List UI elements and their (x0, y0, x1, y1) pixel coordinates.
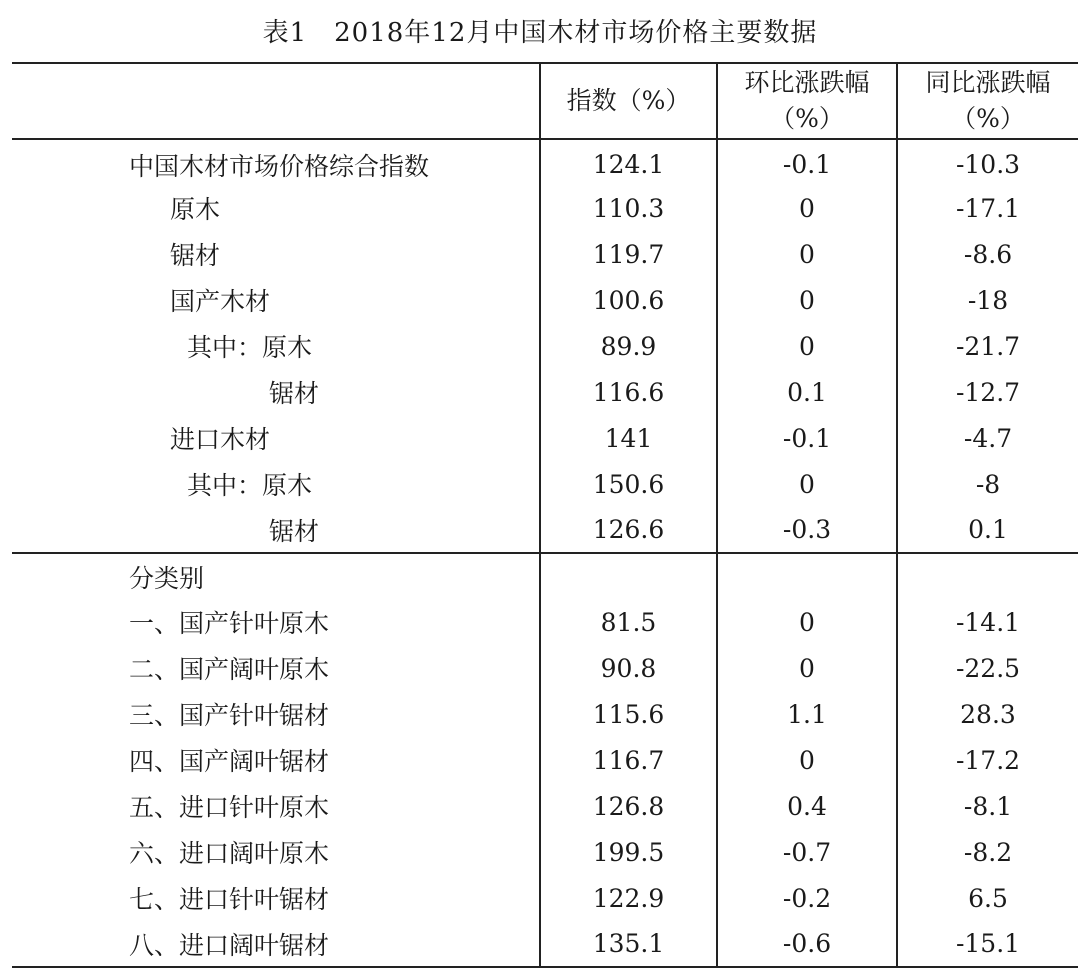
table-row (12, 185, 1078, 231)
table-header-row (12, 63, 1078, 139)
yoy-change-value: -10.3 (955, 150, 1021, 179)
mom-change-value: 0 (717, 737, 897, 783)
row-label: 其中：原木 (12, 323, 540, 369)
index-value: 199.5 (540, 829, 717, 875)
index-value: 150.6 (540, 461, 717, 507)
table-row (12, 231, 1078, 277)
mom-change-value: 1.1 (717, 691, 897, 737)
yoy-change-value: 28.3 (960, 699, 1016, 729)
mom-change-value: -0.2 (717, 875, 897, 921)
row-label: 六、进口阔叶原木 (12, 829, 540, 875)
table-row (12, 921, 1078, 967)
yoy-change-value: -8.1 (963, 791, 1013, 821)
table-body (12, 139, 1078, 967)
header-yoy-unit: （%） (951, 104, 1025, 133)
section-heading: 分类别 (12, 553, 540, 599)
yoy-change-value: -4.7 (963, 423, 1013, 453)
mom-change-value: -0.1 (717, 415, 897, 461)
yoy-change-value: 6.5 (968, 883, 1008, 913)
mom-change-value: -0.6 (717, 921, 897, 967)
index-value: 89.9 (540, 323, 717, 369)
index-value: 126.8 (540, 783, 717, 829)
mom-change-value: 0.1 (717, 369, 897, 415)
table-row (12, 415, 1078, 461)
index-value: 116.7 (540, 737, 717, 783)
table-row (12, 507, 1078, 553)
yoy-change-value: -17.2 (955, 745, 1021, 775)
header-yoy-label: 同比涨跌幅 (925, 68, 1051, 97)
table-row (12, 737, 1078, 783)
row-label: 国产木材 (12, 277, 540, 323)
yoy-change-value: -12.7 (955, 377, 1021, 407)
row-label: 二、国产阔叶原木 (12, 645, 540, 691)
table-row (12, 645, 1078, 691)
index-value: 124.1 (540, 139, 717, 185)
index-value: 119.7 (540, 231, 717, 277)
header-index-label: 指数（%） (566, 86, 691, 115)
mom-change-value: -0.1 (717, 139, 897, 185)
yoy-change-value: 0.1 (897, 507, 1078, 553)
header-mom-cell (717, 63, 897, 139)
mom-change-value: 0 (717, 599, 897, 645)
yoy-change-value: -17.1 (955, 193, 1021, 223)
mom-change-value: 0 (717, 185, 897, 231)
yoy-change-value: -8.6 (963, 239, 1013, 269)
yoy-change-value: -21.7 (955, 331, 1021, 361)
section-heading-row (12, 553, 1078, 599)
yoy-change-value: -8.2 (963, 837, 1013, 867)
row-label: 八、进口阔叶锯材 (12, 921, 540, 967)
row-label: 一、国产针叶原木 (12, 599, 540, 645)
table-row (12, 599, 1078, 645)
empty-cell (897, 553, 1078, 599)
table-row (12, 323, 1078, 369)
row-label: 原木 (12, 185, 540, 231)
mom-change-value: -0.7 (717, 829, 897, 875)
index-value: 141 (540, 415, 717, 461)
mom-change-value: 0 (717, 277, 897, 323)
index-value: 81.5 (540, 599, 717, 645)
index-value: 100.6 (540, 277, 717, 323)
mom-change-value: 0 (717, 461, 897, 507)
empty-cell (717, 553, 897, 599)
row-label: 中国木材市场价格综合指数 (12, 139, 540, 185)
index-value: 122.9 (540, 875, 717, 921)
row-label: 锯材 (12, 507, 540, 553)
price-data-table (12, 62, 1078, 968)
table-row (12, 277, 1078, 323)
table-title: 表1 2018年12月中国木材市场价格主要数据 (262, 18, 818, 48)
mom-change-value: 0 (717, 231, 897, 277)
table-row (12, 829, 1078, 875)
header-index-cell (540, 63, 717, 139)
mom-change-value: 0 (717, 323, 897, 369)
row-label: 进口木材 (12, 415, 540, 461)
yoy-change-value: -18 (967, 285, 1009, 315)
yoy-change-value: -22.5 (955, 653, 1021, 683)
row-label: 其中：原木 (12, 461, 540, 507)
index-value: 115.6 (540, 691, 717, 737)
yoy-change-value: -8 (975, 469, 1001, 499)
index-value: 126.6 (540, 507, 717, 553)
row-label: 三、国产针叶锯材 (12, 691, 540, 737)
yoy-change-value: -15.1 (897, 921, 1078, 967)
mom-change-value: 0.4 (717, 783, 897, 829)
index-value: 135.1 (540, 921, 717, 967)
row-label: 七、进口针叶锯材 (12, 875, 540, 921)
table-row (12, 369, 1078, 415)
row-label: 锯材 (12, 231, 540, 277)
empty-cell (540, 553, 717, 599)
header-mom-label: 环比涨跌幅 (744, 68, 870, 97)
index-value: 110.3 (540, 185, 717, 231)
mom-change-value: -0.3 (717, 507, 897, 553)
table-row (12, 875, 1078, 921)
index-value: 116.6 (540, 369, 717, 415)
table-row (12, 783, 1078, 829)
header-mom-unit: （%） (770, 104, 844, 133)
table-row (12, 691, 1078, 737)
table-row (12, 139, 1078, 185)
table-row (12, 461, 1078, 507)
mom-change-value: 0 (717, 645, 897, 691)
row-label: 五、进口针叶原木 (12, 783, 540, 829)
yoy-change-value: -14.1 (955, 607, 1021, 637)
header-name-cell (12, 63, 540, 139)
index-value: 90.8 (540, 645, 717, 691)
header-yoy-cell (897, 63, 1078, 139)
row-label: 四、国产阔叶锯材 (12, 737, 540, 783)
row-label: 锯材 (12, 369, 540, 415)
